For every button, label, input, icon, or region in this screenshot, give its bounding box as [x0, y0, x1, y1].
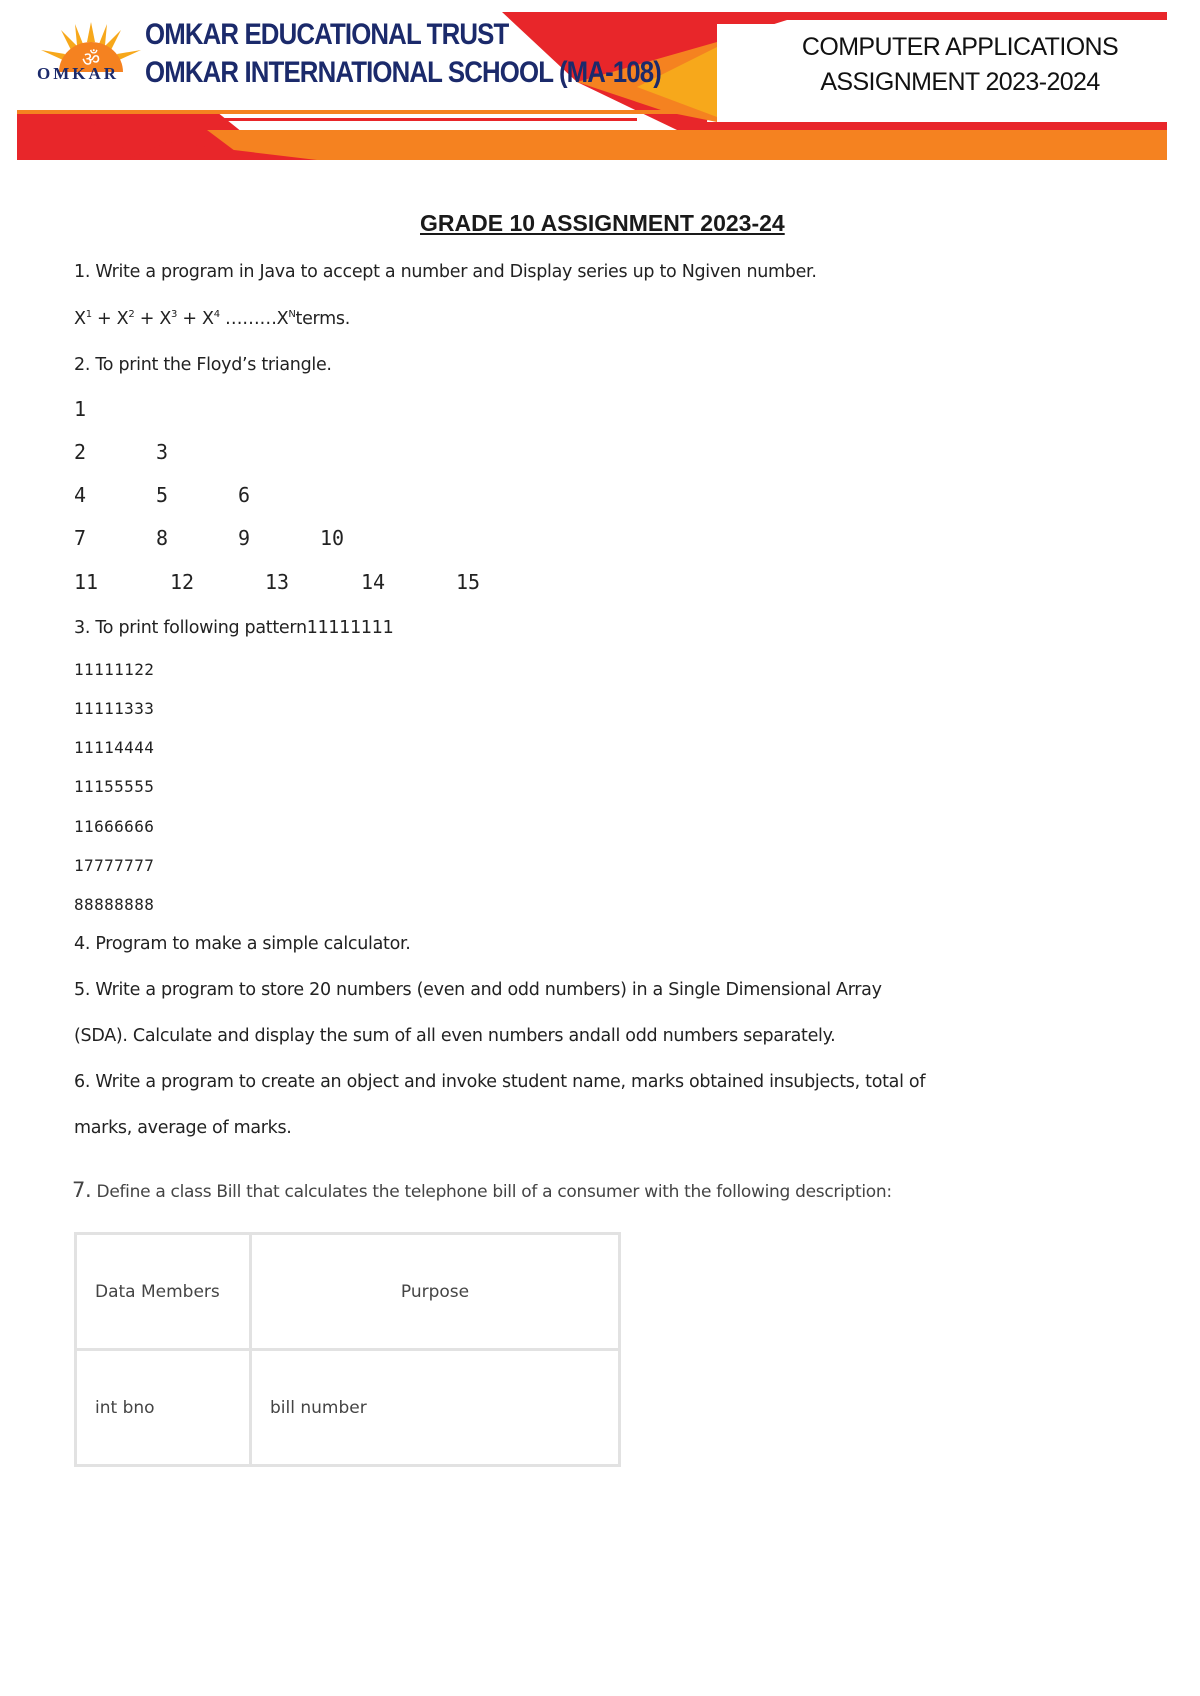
pattern-row: 11111122: [74, 660, 155, 679]
subject-line-1: COMPUTER APPLICATIONS: [801, 33, 1119, 61]
question-5-line-1: 5. Write a program to store 20 numbers (even and odd numbers) in a Single Dimensional Array: [74, 980, 882, 1000]
plus-sign: +: [139, 309, 155, 329]
exponent: 2: [128, 309, 135, 320]
plus-sign: +: [182, 309, 197, 329]
series-term: X: [202, 309, 214, 329]
floyd-number: 6: [238, 483, 251, 507]
floyd-number: 10: [320, 526, 345, 550]
floyd-number: 8: [156, 526, 169, 550]
trust-name: OMKAR EDUCATIONAL TRUST: [145, 18, 509, 51]
exponent: 3: [171, 309, 178, 320]
question-2: 2. To print the Floyd’s triangle.: [74, 355, 332, 375]
subject-title: [760, 30, 1160, 100]
floyd-number: 11: [74, 570, 99, 594]
pattern-row: 11114444: [74, 738, 155, 757]
series-term: X: [159, 309, 172, 329]
question-7-text: Define a class Bill that calculates the telephone bill of a consumer with the following description:: [91, 1182, 892, 1202]
question-7-number: 7.: [72, 1178, 92, 1202]
table-header-row: [76, 1234, 620, 1350]
floyd-number: 3: [156, 440, 169, 464]
table-header-cell: Data Members: [76, 1234, 251, 1350]
series-term: X: [74, 309, 86, 329]
series-term: X: [116, 309, 129, 329]
logo-text: OMKAR: [37, 64, 120, 83]
pattern-row: 17777777: [74, 856, 155, 875]
question-6-line-2: marks, average of marks.: [74, 1118, 292, 1138]
question-1: 1. Write a program in Java to accept a number and Display series up to Ngiven number.: [74, 262, 817, 282]
page-title: GRADE 10 ASSIGNMENT 2023-24: [420, 210, 785, 236]
pattern-row: 11666666: [74, 817, 155, 836]
floyd-number: 12: [170, 570, 195, 594]
subject-line-2: ASSIGNMENT 2023-2024: [820, 68, 1100, 96]
svg-text:ॐ: ॐ: [81, 47, 101, 71]
floyd-number: 2: [74, 440, 87, 464]
school-logo: [31, 20, 151, 98]
exponent: 1: [85, 309, 92, 320]
floyd-number: 15: [456, 570, 481, 594]
table-cell: bill number: [251, 1350, 620, 1466]
pattern-row: 11111333: [74, 699, 155, 718]
pattern-row: 88888888: [74, 895, 155, 914]
floyd-number: 4: [74, 483, 87, 507]
question-7: [72, 1178, 892, 1202]
q1-series: [74, 309, 350, 329]
series-tail: terms.: [295, 309, 350, 329]
pattern-row: 11155555: [74, 777, 155, 796]
bill-table: [74, 1232, 621, 1467]
plus-sign: +: [97, 309, 112, 329]
exponent: N: [288, 309, 296, 320]
school-name: OMKAR INTERNATIONAL SCHOOL (MA-108): [145, 56, 662, 89]
floyd-number: 9: [238, 526, 251, 550]
table-row: [76, 1350, 620, 1466]
exponent: 4: [213, 309, 220, 320]
table-header-cell: Purpose: [251, 1234, 620, 1350]
floyd-number: 5: [156, 483, 169, 507]
floyd-number: 7: [74, 526, 87, 550]
floyd-number: 14: [361, 570, 386, 594]
question-6-line-1: 6. Write a program to create an object and invoke student name, marks obtained insubjects, total of: [74, 1072, 926, 1092]
question-5-line-2: (SDA). Calculate and display the sum of all even numbers andall odd numbers separately.: [74, 1026, 836, 1046]
table-cell: int bno: [76, 1350, 251, 1466]
floyd-number: 1: [74, 397, 87, 421]
question-4: 4. Program to make a simple calculator.: [74, 934, 411, 954]
series-ellipsis: ………X: [225, 309, 289, 329]
question-3: 3. To print following pattern11111111: [74, 618, 394, 638]
floyd-number: 13: [265, 570, 290, 594]
